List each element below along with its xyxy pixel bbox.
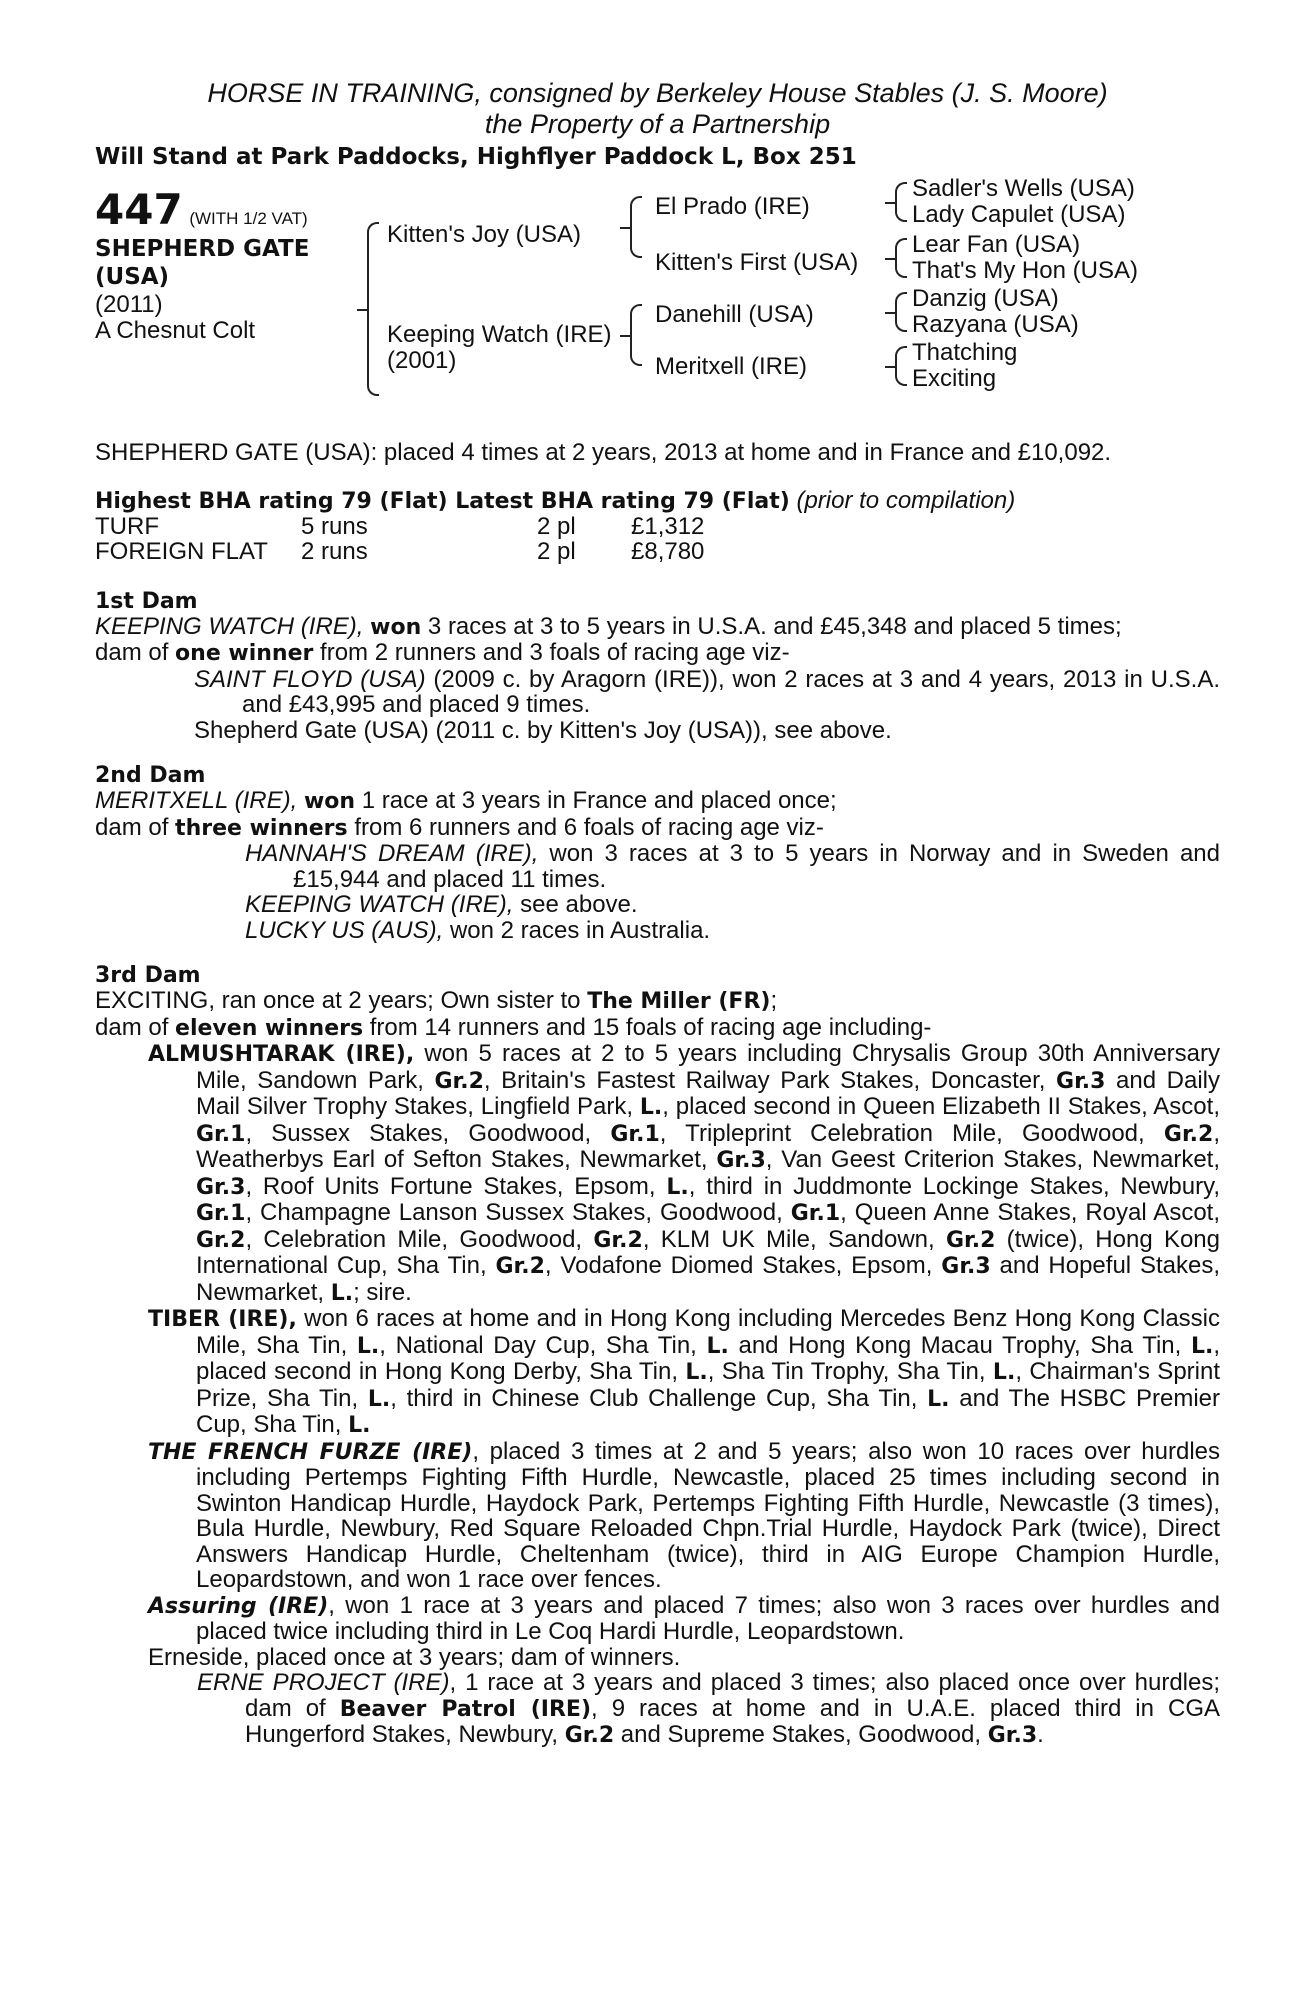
third-dam-heading: 3rd Dam bbox=[95, 963, 201, 988]
stat-placed: 2 pl bbox=[537, 538, 576, 565]
record-text: , Celebration Mile, Goodwood, bbox=[245, 1225, 594, 1253]
foaling-year: (2011) bbox=[95, 291, 163, 318]
g-brace-2 bbox=[895, 238, 907, 278]
grade-label: Gr.1 bbox=[196, 1201, 246, 1226]
progeny-record: , placed 3 times at 2 and 5 years; also won 10 races over hurdles including Pertemps Fighting Fifth Hurdle, Newcastle, placed 25 times including second in Swinton Handicap Hurdle, Haydock Park, Pertemps Fighting Fifth Hurdle, Newcastle (3 times), Bula Hurdle, Newbury, Red Square Reloaded Chpn.Trial Hurdle, Haydock Park (twice), Direct Answers Handicap Hurdle, Cheltenham (twice), third in AIG Europe Champion Hurdle, Leopardstown, and won 1 race over fences. bbox=[196, 1437, 1220, 1593]
record-text: , placed second in Hong Kong Derby, Sha Tin, bbox=[196, 1331, 1221, 1385]
record-text: , Tripleprint Celebration Mile, Goodwood, bbox=[659, 1119, 1164, 1147]
first-dam-section bbox=[95, 589, 1220, 744]
grade-label: L. bbox=[330, 1280, 354, 1306]
won-label: won bbox=[370, 614, 422, 640]
bha-ratings: Highest BHA rating 79 (Flat) Latest BHA rating 79 (Flat) bbox=[95, 488, 790, 514]
third-dam-section bbox=[95, 963, 1220, 1749]
dam-year: (2001) bbox=[387, 347, 457, 374]
vat-note: (WITH 1/2 VAT) bbox=[189, 209, 308, 228]
punct: ; bbox=[770, 987, 778, 1014]
lot-number: 447 bbox=[95, 185, 183, 234]
second-dam-heading: 2nd Dam bbox=[95, 763, 206, 788]
consignor-line: HORSE IN TRAINING, consigned by Berkeley House Stables (J. S. Moore) bbox=[207, 78, 1108, 108]
race-summary: SHEPHERD GATE (USA): placed 4 times at 2 years, 2013 at home and in France and £10,092. bbox=[95, 439, 1112, 466]
winners-count: one winner bbox=[175, 641, 314, 666]
grade-label: Gr.1 bbox=[610, 1121, 660, 1147]
g-brace-4 bbox=[895, 346, 907, 386]
first-dam-heading: 1st Dam bbox=[95, 588, 198, 614]
stat-type: FOREIGN FLAT bbox=[95, 538, 268, 565]
dam-of-label: dam of bbox=[95, 813, 169, 841]
sire-dam: Kitten's First (USA) bbox=[655, 249, 859, 276]
foals-summary: from 6 runners and 6 foals of racing age viz- bbox=[354, 813, 824, 841]
progeny-name: Assuring (IRE) bbox=[148, 1593, 329, 1619]
progeny-erneside: Erneside, placed once at 3 years; dam of winners. bbox=[148, 1643, 681, 1671]
progeny-name: THE FRENCH FURZE (IRE) bbox=[148, 1439, 473, 1465]
progeny-assuring bbox=[95, 1593, 1220, 1645]
stat-row-turf bbox=[95, 514, 1220, 540]
grade-label: Gr.2 bbox=[1163, 1121, 1214, 1147]
progeny-name: ERNE PROJECT (IRE) bbox=[197, 1669, 450, 1696]
progeny-record: , 1 race at 3 years and placed 3 times; also placed once over hurdles; dam of bbox=[245, 1669, 1221, 1722]
grade-label: Gr.1 bbox=[790, 1201, 841, 1226]
foals-summary: from 2 runners and 3 foals of racing age viz- bbox=[320, 639, 790, 666]
record-text: , third in Chinese Club Challenge Cup, Sha Tin, bbox=[390, 1384, 928, 1412]
dam-record: EXCITING, ran once at 2 years; Own sister to bbox=[95, 987, 581, 1014]
won-label: won bbox=[303, 789, 356, 814]
progeny-tiber bbox=[95, 1306, 1220, 1439]
progeny-record bbox=[196, 1040, 1220, 1306]
grade-label: Gr.3 bbox=[987, 1723, 1038, 1748]
grade-label: Gr.3 bbox=[196, 1174, 246, 1200]
sire: Kitten's Joy (USA) bbox=[387, 221, 581, 248]
grade-label: Gr.1 bbox=[196, 1121, 246, 1147]
grade-label: Gr.3 bbox=[941, 1254, 991, 1279]
progeny-name: HANNAH'S DREAM (IRE), bbox=[245, 840, 539, 867]
progeny-name: TIBER (IRE), bbox=[148, 1307, 297, 1332]
dam-of-label: dam of bbox=[95, 639, 169, 666]
record-text: won 6 races at home and in Hong Kong including Mercedes Benz Hong Kong Classic Mile, Sha Tin, bbox=[196, 1305, 1220, 1359]
progeny-record: won 3 races at 3 to 5 years in Norway and in Sweden and £15,944 and placed 11 times. bbox=[293, 840, 1220, 893]
winners-count: three winners bbox=[175, 815, 348, 841]
grade-label: L. bbox=[666, 1174, 689, 1200]
grade-label: Gr.2 bbox=[945, 1227, 996, 1253]
progeny-3 bbox=[95, 918, 1220, 944]
progeny-highlight: Beaver Patrol (IRE) bbox=[339, 1696, 592, 1722]
progeny-record: won 2 races in Australia. bbox=[449, 916, 711, 944]
record-text: , Weatherbys Earl of Sefton Stakes, Newmarket, bbox=[196, 1119, 1220, 1173]
grandsire-3: Danzig (USA) bbox=[912, 285, 1059, 312]
record-text: , Queen Anne Stakes, Royal Ascot, bbox=[840, 1199, 1220, 1226]
record-text: ; sire. bbox=[353, 1278, 412, 1306]
grade-label: Gr.2 bbox=[196, 1227, 246, 1253]
record-text: won 5 races at 2 to 5 years including Chrysalis Group 30th Anniversary Mile, Sandown Park, bbox=[196, 1040, 1220, 1094]
grade-label: Gr.2 bbox=[593, 1227, 643, 1253]
grade-label: Gr.2 bbox=[495, 1254, 545, 1279]
dam-dam: Meritxell (IRE) bbox=[655, 353, 808, 380]
sister-name: The Miller (FR) bbox=[587, 989, 771, 1014]
grandsire-2: Lear Fan (USA) bbox=[912, 231, 1081, 258]
grade-label: Gr.2 bbox=[434, 1068, 484, 1094]
dam-record: 3 races at 3 to 5 years in U.S.A. and £45,348 and placed 5 times; bbox=[427, 612, 1122, 640]
grade-label: L. bbox=[348, 1413, 371, 1438]
progeny-record: , 9 races at home and in U.A.E. placed third in CGA Hungerford Stakes, Newbury, bbox=[245, 1694, 1220, 1748]
grandsire-1: Sadler's Wells (USA) bbox=[912, 175, 1135, 202]
record-text: , Champagne Lanson Sussex Stakes, Goodwood, bbox=[245, 1199, 791, 1226]
grandsire-4: Thatching bbox=[912, 339, 1018, 366]
winners-count: eleven winners bbox=[175, 1015, 364, 1041]
record-text: and Hopeful Stakes, Newmarket, bbox=[196, 1252, 1220, 1306]
sire-sire: El Prado (IRE) bbox=[655, 193, 810, 220]
progeny-record: and Supreme Stakes, Goodwood, bbox=[614, 1721, 988, 1748]
stat-prize: £1,312 bbox=[631, 512, 705, 540]
record-text: , Van Geest Criterion Stakes, Newmarket, bbox=[765, 1146, 1220, 1173]
dam-name: KEEPING WATCH (IRE), bbox=[95, 612, 364, 640]
granddam-2: That's My Hon (USA) bbox=[912, 257, 1138, 284]
record-text: and The HSBC Premier Cup, Sha Tin, bbox=[196, 1384, 1221, 1438]
grade-label: Gr.2 bbox=[564, 1723, 615, 1748]
progeny-record bbox=[196, 1305, 1220, 1438]
horse-name-line1: SHEPHERD GATE bbox=[95, 236, 310, 262]
g-brace-3 bbox=[895, 292, 907, 332]
sire-parents-brace bbox=[630, 196, 642, 258]
grade-label: L. bbox=[927, 1386, 950, 1412]
progeny-name: KEEPING WATCH (IRE), bbox=[245, 891, 514, 918]
stat-runs: 2 runs bbox=[301, 538, 368, 565]
progeny-1 bbox=[95, 667, 1220, 718]
record-text: , Sussex Stakes, Goodwood, bbox=[245, 1119, 611, 1147]
lot-heading bbox=[95, 185, 308, 234]
grade-label: L. bbox=[367, 1386, 391, 1412]
stat-row-foreign bbox=[95, 539, 1220, 565]
progeny-name: ALMUSHTARAK (IRE), bbox=[148, 1042, 415, 1067]
foals-summary: from 14 runners and 15 foals of racing age including- bbox=[369, 1013, 932, 1041]
punct: . bbox=[1037, 1721, 1044, 1748]
pedigree-table bbox=[95, 175, 1220, 428]
progeny-2: Shepherd Gate (USA) (2011 c. by Kitten's Joy (USA)), see above. bbox=[194, 716, 892, 744]
record-text: , Chairman's Sprint Prize, Sha Tin, bbox=[196, 1358, 1221, 1412]
record-text: , Britain's Fastest Railway Park Stakes, Doncaster, bbox=[483, 1066, 1057, 1094]
catalogue-page bbox=[95, 78, 1220, 1749]
stat-prize: £8,780 bbox=[631, 538, 705, 565]
dam-name: MERITXELL (IRE), bbox=[95, 787, 298, 814]
record-text: , National Day Cup, Sha Tin, bbox=[379, 1331, 707, 1359]
grade-label: L. bbox=[685, 1360, 708, 1385]
g-brace-1 bbox=[895, 182, 907, 222]
progeny-record: (2009 c. by Aragorn (IRE)), won 2 races at 3 and 4 years, 2013 in U.S.A. and £43,995 and placed 9 times. bbox=[242, 665, 1220, 718]
ratings-block bbox=[95, 488, 1220, 565]
granddam-1: Lady Capulet (USA) bbox=[912, 201, 1126, 228]
progeny-record: see above. bbox=[520, 891, 638, 918]
record-text: , third in Juddmonte Lockinge Stakes, Newbury, bbox=[688, 1172, 1220, 1200]
grade-label: L. bbox=[706, 1333, 729, 1359]
dam: Keeping Watch (IRE) bbox=[387, 321, 612, 348]
record-text: , Sha Tin Trophy, Sha Tin, bbox=[707, 1358, 993, 1385]
grade-label: Gr.3 bbox=[1056, 1068, 1106, 1094]
grade-label: Gr.3 bbox=[716, 1148, 766, 1173]
record-text: , KLM UK Mile, Sandown, bbox=[642, 1225, 946, 1253]
progeny-almushtarak bbox=[95, 1041, 1220, 1306]
grand-progeny-erne-project bbox=[95, 1670, 1220, 1749]
progeny-name: SAINT FLOYD (USA) bbox=[194, 665, 426, 693]
grade-label: L. bbox=[356, 1333, 380, 1359]
sire-dam-brace bbox=[367, 222, 379, 396]
granddam-4: Exciting bbox=[912, 365, 997, 392]
record-text: and Daily Mail Silver Trophy Stakes, Lingfield Park, bbox=[196, 1066, 1220, 1120]
ratings-note: (prior to compilation) bbox=[796, 486, 1016, 514]
dam-sire: Danehill (USA) bbox=[655, 301, 814, 328]
progeny-record: , won 1 race at 3 years and placed 7 times; also won 3 races over hurdles and placed twice including third in Le Coq Hardi Hurdle, Leopardstown. bbox=[196, 1591, 1220, 1645]
dam-parents-brace bbox=[630, 304, 642, 366]
progeny-1 bbox=[95, 841, 1220, 892]
stabling-line: Will Stand at Park Paddocks, Highflyer Paddock L, Box 251 bbox=[95, 144, 857, 170]
stat-runs: 5 runs bbox=[301, 512, 368, 540]
grade-label: L. bbox=[1190, 1333, 1214, 1359]
horse-description: A Chesnut Colt bbox=[95, 317, 256, 344]
record-text: , placed second in Queen Elizabeth II Stakes, Ascot, bbox=[662, 1093, 1220, 1120]
record-text: (twice), Hong Kong International Cup, Sha Tin, bbox=[196, 1225, 1220, 1279]
second-dam-section bbox=[95, 763, 1220, 943]
horse-name-line2: (USA) bbox=[95, 264, 170, 290]
grade-label: L. bbox=[639, 1095, 663, 1120]
dam-of-label: dam of bbox=[95, 1013, 169, 1041]
record-text: , Vodafone Diomed Stakes, Epsom, bbox=[544, 1252, 942, 1279]
progeny-name: LUCKY US (AUS), bbox=[245, 916, 444, 944]
record-text: , Roof Units Fortune Stakes, Epsom, bbox=[245, 1172, 667, 1200]
ownership-line: the Property of a Partnership bbox=[484, 109, 831, 139]
grade-label: L. bbox=[992, 1360, 1016, 1385]
progeny-french-furze bbox=[95, 1439, 1220, 1593]
record-text: and Hong Kong Macau Trophy, Sha Tin, bbox=[728, 1331, 1191, 1359]
dam-record: 1 race at 3 years in France and placed once; bbox=[361, 787, 837, 814]
progeny-2 bbox=[95, 892, 1220, 918]
stat-placed: 2 pl bbox=[537, 512, 576, 540]
granddam-3: Razyana (USA) bbox=[912, 311, 1079, 338]
stat-type: TURF bbox=[95, 512, 159, 540]
